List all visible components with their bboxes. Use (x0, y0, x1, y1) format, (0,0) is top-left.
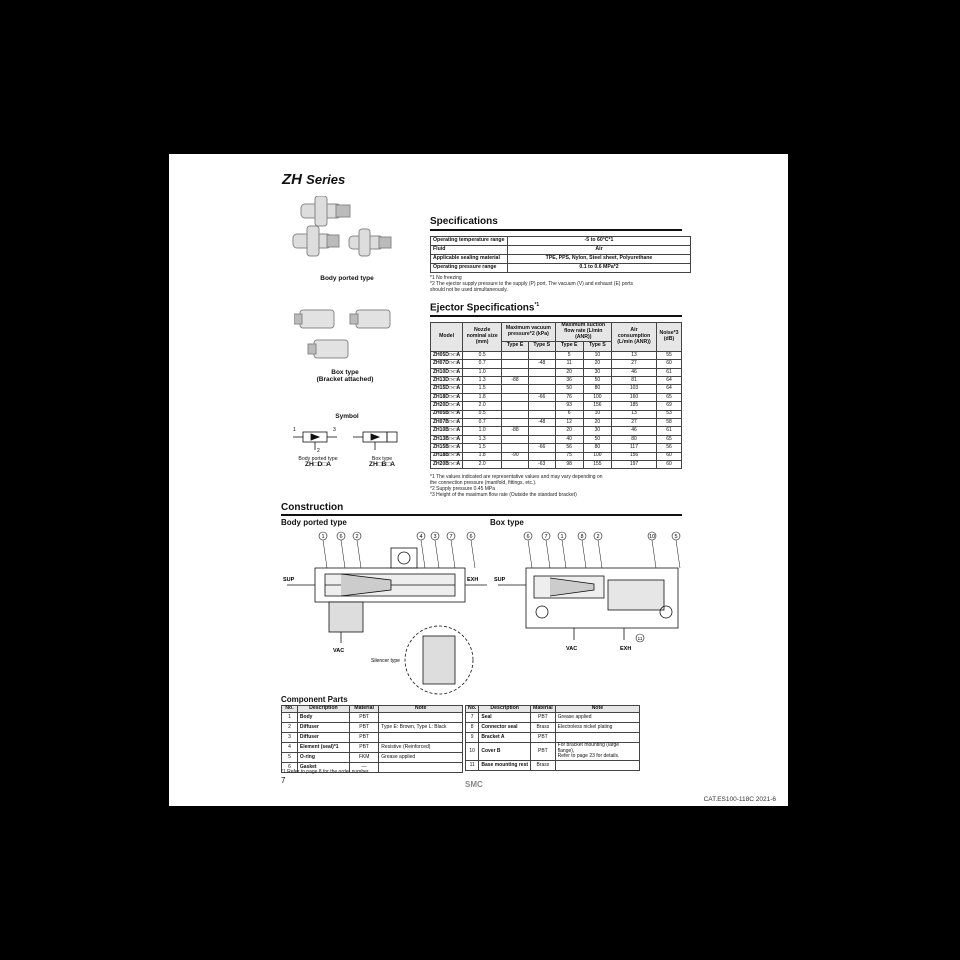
ejector-cell-air: 156 (612, 452, 657, 460)
ejector-cell-air: 117 (612, 444, 657, 452)
ejector-cell-model: ZH18D□-□A (431, 393, 463, 401)
parts-cell-note: For bracket mounting (large flange), Refer to page 23 for details. (555, 742, 639, 760)
ejector-row (431, 460, 682, 468)
ejector-cell-model: ZH15B□-□A (431, 444, 463, 452)
callout-number: 8 (580, 534, 584, 540)
ejector-cell-model: ZH13B□-□A (431, 435, 463, 443)
ejector-cell-ss: 156 (583, 402, 611, 410)
ejector-cell-air: 197 (612, 460, 657, 468)
ejector-cell-air: 13 (612, 410, 657, 418)
callout-number: 1 (321, 534, 325, 540)
ejector-cell-air: 27 (612, 419, 657, 427)
ejector-cell-air: 13 (612, 351, 657, 359)
ejector-cell-nozzle: 1.3 (463, 377, 502, 385)
ejector-cell-vs: -48 (528, 419, 555, 427)
vac-label: VAC (333, 648, 345, 654)
ejector-cell-se: 50 (555, 385, 583, 393)
specifications-table (430, 236, 691, 273)
ejector-cell-nozzle: 2.0 (463, 460, 502, 468)
ejector-cell-nozzle: 0.7 (463, 360, 502, 368)
parts-cell-no: 1 (282, 712, 298, 722)
ejector-cell-vs: -48 (528, 360, 555, 368)
parts-cell-note (379, 732, 463, 742)
ejector-row (431, 351, 682, 359)
parts-cell-note: Grease applied (555, 712, 639, 722)
callout-number: 10 (648, 534, 656, 540)
ejector-notes: *1 The values indicated are representative values and may vary depending on the connection pressure (manifold, fittings, etc.). *2 Supply pressure 0.45 MPa *3 Height of the maximum flow rate (Outside the standard bracket) (430, 474, 603, 498)
ejector-cell-se: 76 (555, 393, 583, 401)
ejector-cell-noise: 60 (657, 452, 682, 460)
ejector-cell-vt: -88 (502, 427, 529, 435)
box-exh-label: EXH (620, 646, 632, 652)
parts-row (466, 722, 640, 732)
ejector-cell-noise: 58 (657, 419, 682, 427)
ejector-cell-noise: 55 (657, 351, 682, 359)
ejector-cell-vs (528, 377, 555, 385)
ejector-cell-vt (502, 435, 529, 443)
parts-cell-desc: Element (seal)*1 (297, 742, 349, 752)
ejector-cell-nozzle: 0.7 (463, 419, 502, 427)
callout-number: 1 (560, 534, 564, 540)
ejector-cell-model: ZH18B□-□A (431, 452, 463, 460)
parts-cell-mat: PBT (349, 712, 378, 722)
parts-row (466, 742, 640, 760)
parts-row (466, 732, 640, 742)
ejector-cell-nozzle: 1.8 (463, 393, 502, 401)
ejector-cell-noise: 65 (657, 393, 682, 401)
ejector-cell-vs (528, 402, 555, 410)
ejector-cell-noise: 56 (657, 444, 682, 452)
parts-row (282, 742, 463, 752)
ejector-cell-ss: 30 (583, 368, 611, 376)
ejector-cell-ss: 20 (583, 360, 611, 368)
construction-title: Construction (281, 502, 344, 513)
ejector-row (431, 444, 682, 452)
parts-cell-mat: PBT (349, 742, 378, 752)
body-ported-cross-section (281, 528, 491, 698)
box-type-cross-section (490, 528, 690, 658)
callout-number: 7 (449, 534, 453, 540)
spec-row: Applicable sealing material TPE, PPS, Nylon, Steel sheet, Polyurethane (431, 255, 691, 264)
ejector-row (431, 410, 682, 418)
parts-cell-no: 6 (282, 762, 298, 772)
ejector-cell-air: 103 (612, 385, 657, 393)
smc-logo: SMC (465, 780, 483, 789)
ejector-cell-ss: 80 (583, 444, 611, 452)
ejector-cell-air: 81 (612, 377, 657, 385)
ejector-row (431, 377, 682, 385)
ejector-cell-nozzle: 1.0 (463, 368, 502, 376)
construction-box-title: Box type (490, 518, 524, 527)
ejector-cell-vt (502, 402, 529, 410)
ejector-cell-vs: -66 (528, 444, 555, 452)
ejector-row (431, 435, 682, 443)
parts-cell-no: 2 (282, 722, 298, 732)
ejector-cell-ss: 100 (583, 452, 611, 460)
callout-number: 2 (596, 534, 600, 540)
ejector-cell-vt (502, 351, 529, 359)
parts-cell-mat: Brass (531, 722, 556, 732)
box-type-product-image (294, 302, 419, 367)
callout-11: 11 (637, 636, 643, 641)
ejector-cell-se: 36 (555, 377, 583, 385)
ejector-cell-ss: 50 (583, 435, 611, 443)
ejector-cell-model: ZH05B□-□A (431, 410, 463, 418)
ejector-cell-model: ZH05D□-□A (431, 351, 463, 359)
ejector-cell-vt: -88 (502, 377, 529, 385)
spec-row: Operating pressure range 0.1 to 0.6 MPa*2 (431, 264, 691, 273)
parts-cell-desc: Diffuser (297, 732, 349, 742)
parts-cell-no: 3 (282, 732, 298, 742)
ejector-cell-vt (502, 385, 529, 393)
parts-cell-no: 8 (466, 722, 479, 732)
parts-cell-no: 4 (282, 742, 298, 752)
callout-number: 7 (544, 534, 548, 540)
ejector-cell-vs (528, 368, 555, 376)
ejector-cell-noise: 64 (657, 377, 682, 385)
parts-cell-no: 11 (466, 761, 479, 771)
ejector-cell-vs (528, 410, 555, 418)
ejector-cell-vt: -90 (502, 452, 529, 460)
ejector-cell-se: 40 (555, 435, 583, 443)
symbol-body-caption: Body ported type ZH□D□A (298, 456, 338, 468)
parts-cell-desc: Base mounting rest (479, 761, 531, 771)
ejector-cell-ss: 30 (583, 427, 611, 435)
parts-cell-mat: PBT (349, 722, 378, 732)
ejector-row (431, 385, 682, 393)
ejector-cell-noise: 64 (657, 385, 682, 393)
ejector-row (431, 427, 682, 435)
body-ported-product-image (291, 196, 421, 271)
ejector-row (431, 452, 682, 460)
ejector-cell-nozzle: 0.5 (463, 351, 502, 359)
parts-cell-desc: Cover B (479, 742, 531, 760)
ejector-cell-model: ZH15D□-□A (431, 385, 463, 393)
ejector-cell-nozzle: 1.5 (463, 385, 502, 393)
parts-cell-note: Grease applied (379, 752, 463, 762)
ejector-cell-vt (502, 444, 529, 452)
parts-cell-note (555, 761, 639, 771)
ejector-cell-nozzle: 0.5 (463, 410, 502, 418)
parts-row (282, 732, 463, 742)
ejector-cell-vs (528, 427, 555, 435)
parts-cell-mat: PBT (531, 712, 556, 722)
ejector-cell-ss: 10 (583, 410, 611, 418)
ejector-row (431, 360, 682, 368)
parts-cell-desc: O-ring (297, 752, 349, 762)
symbol-port-2: 2 (317, 448, 320, 454)
parts-cell-no: 9 (466, 732, 479, 742)
ejector-cell-se: 56 (555, 444, 583, 452)
parts-cell-no: 7 (466, 712, 479, 722)
ejector-cell-se: 6 (555, 410, 583, 418)
ejector-cell-model: ZH20D□-□A (431, 402, 463, 410)
ejector-row (431, 402, 682, 410)
specifications-notes: *1 No freezing *2 The ejector supply pressure to the supply (P) port. The vacuum (V) and exhaust (E) ports should not be used simultaneously. (430, 275, 633, 293)
ejector-cell-vs (528, 385, 555, 393)
parts-cell-note: Electroless nickel plating (555, 722, 639, 732)
ejector-cell-vs (528, 452, 555, 460)
silencer-label: Silencer type (371, 658, 400, 664)
ejector-cell-noise: 61 (657, 427, 682, 435)
parts-row (466, 761, 640, 771)
parts-cell-no: 5 (282, 752, 298, 762)
ejector-cell-nozzle: 1.0 (463, 427, 502, 435)
ejector-cell-model: ZH20B□-□A (431, 460, 463, 468)
parts-cell-note (379, 712, 463, 722)
ejector-cell-se: 20 (555, 368, 583, 376)
ejector-cell-se: 98 (555, 460, 583, 468)
catalog-page (169, 154, 788, 806)
ejector-cell-model: ZH07D□-□A (431, 360, 463, 368)
specifications-title: Specifications (430, 216, 498, 227)
callout-number: 4 (419, 534, 423, 540)
ejector-row (431, 393, 682, 401)
ejector-cell-ss: 80 (583, 385, 611, 393)
box-vac-label: VAC (566, 646, 578, 652)
ejector-cell-vt (502, 460, 529, 468)
callout-number: 6 (339, 534, 343, 540)
ejector-cell-vs (528, 351, 555, 359)
box-type-caption: Box type (Bracket attached) (316, 369, 374, 383)
construction-body-title: Body ported type (281, 518, 347, 527)
ejector-cell-vt (502, 410, 529, 418)
parts-cell-mat: PBT (531, 732, 556, 742)
ejector-cell-air: 27 (612, 360, 657, 368)
ejector-cell-noise: 60 (657, 360, 682, 368)
ejector-cell-vs (528, 435, 555, 443)
callout-number: 3 (433, 534, 437, 540)
parts-cell-note (379, 762, 463, 772)
ejector-row (431, 419, 682, 427)
symbol-port-1: 1 (293, 427, 296, 433)
component-parts-note: *1 Refer to page 8 for the order number. (281, 769, 370, 775)
body-ported-caption: Body ported type (320, 275, 374, 282)
ejector-cell-nozzle: 1.5 (463, 444, 502, 452)
ejector-specifications-table: Model Nozzle nominal size (mm) Maximum vacuum pressure*2 (kPa) Maximum suction flow rate (L/min (ANR)) Air consumption (L/min (ANR)) Noise*3 (dB) Type E Type S Type E Type S ZH05D□-□A 0.5 5 10 13 55 ZH07D□-□A 0.7 -48 11 20 27 60 ZH10D□-□A 1.0 20 30 46 61 ZH13D□-□A 1.3 -88 36 50 81 64 ZH15D□-□A 1.5 50 80 103 64 ZH18D□-□A 1.8 -66 76 100 160 65 ZH20D□-□A 2.0 93 156 185 69 ZH05B□-□A 0.5 6 10 13 53 ZH07B□-□A 0.7 -48 12 20 27 58 ZH10B□-□A 1.0 -88 20 30 46 61 ZH13B□-□A 1.3 40 50 80 65 ZH15B□-□A 1.5 -66 56 80 117 56 ZH18B□-□A 1.8 -90 75 100 156 60 ZH20B□-□A 2.0 -63 98 155 197 60 (430, 322, 682, 469)
ejector-cell-se: 12 (555, 419, 583, 427)
ejector-cell-vs: -63 (528, 460, 555, 468)
parts-cell-note (555, 732, 639, 742)
ejector-cell-vt (502, 393, 529, 401)
sup-label: SUP (283, 577, 295, 583)
ejector-specifications-title: Ejector Specifications$^{*1}$ (430, 302, 540, 314)
spec-row: Fluid Air (431, 246, 691, 255)
ejector-cell-nozzle: 2.0 (463, 402, 502, 410)
ejector-cell-ss: 10 (583, 351, 611, 359)
parts-row (466, 712, 640, 722)
page-number: 7 (281, 776, 286, 785)
ejector-cell-nozzle: 1.3 (463, 435, 502, 443)
ejector-cell-ss: 100 (583, 393, 611, 401)
ejector-symbols (289, 424, 409, 456)
ejector-cell-air: 80 (612, 435, 657, 443)
ejector-cell-air: 46 (612, 427, 657, 435)
parts-cell-mat: PBT (349, 732, 378, 742)
ejector-cell-ss: 50 (583, 377, 611, 385)
parts-row (282, 712, 463, 722)
parts-cell-desc: Bracket A (479, 732, 531, 742)
series-title: ZH Series (282, 171, 346, 188)
ejector-cell-noise: 60 (657, 460, 682, 468)
ejector-cell-ss: 155 (583, 460, 611, 468)
parts-cell-mat: — (349, 762, 378, 772)
parts-cell-desc: Gasket (297, 762, 349, 772)
parts-cell-no: 10 (466, 742, 479, 760)
callout-number: 6 (469, 534, 473, 540)
ejector-cell-vs: -66 (528, 393, 555, 401)
ejector-cell-se: 93 (555, 402, 583, 410)
ejector-row (431, 368, 682, 376)
ejector-cell-air: 185 (612, 402, 657, 410)
ejector-cell-nozzle: 1.8 (463, 452, 502, 460)
ejector-cell-air: 160 (612, 393, 657, 401)
catalog-number: CAT.ES100-118C 2021-6 (703, 796, 776, 803)
ejector-cell-model: ZH10B□-□A (431, 427, 463, 435)
component-parts-table-right: No. Description Material Note 7 Seal PBT Grease applied 8 Connector seal Brass Electroless nickel plating 9 Bracket A PBT 10 Cover B PBT For bracket mounting (large flange), Refer to page 23 for details. 11 Base mounting rest Brass (465, 705, 640, 771)
component-parts-title: Component Parts (281, 695, 348, 704)
spec-row: Operating temperature range -5 to 60°C*1 (431, 237, 691, 246)
parts-cell-note: Type E: Brown, Type L: Black (379, 722, 463, 732)
callout-number: 2 (355, 534, 359, 540)
symbol-port-3: 3 (333, 427, 336, 433)
ejector-cell-se: 5 (555, 351, 583, 359)
ejector-cell-ss: 20 (583, 419, 611, 427)
ejector-cell-vt (502, 419, 529, 427)
exh-label: EXH (467, 577, 479, 583)
ejector-cell-se: 11 (555, 360, 583, 368)
parts-cell-mat: PBT (531, 742, 556, 760)
symbol-box-caption: Box type ZH□B□A (369, 456, 395, 468)
box-sup-label: SUP (494, 577, 506, 583)
ejector-cell-se: 75 (555, 452, 583, 460)
parts-cell-desc: Seal (479, 712, 531, 722)
ejector-cell-noise: 65 (657, 435, 682, 443)
parts-cell-desc: Connector seal (479, 722, 531, 732)
parts-cell-desc: Diffuser (297, 722, 349, 732)
ejector-cell-se: 20 (555, 427, 583, 435)
parts-cell-mat: Brass (531, 761, 556, 771)
ejector-cell-noise: 53 (657, 410, 682, 418)
parts-cell-desc: Body (297, 712, 349, 722)
ejector-cell-vt (502, 360, 529, 368)
symbol-title: Symbol (335, 413, 359, 420)
parts-row (282, 722, 463, 732)
callout-number: 5 (674, 534, 678, 540)
parts-cell-note: Resistive (Reinforced) (379, 742, 463, 752)
ejector-cell-model: ZH13D□-□A (431, 377, 463, 385)
ejector-cell-noise: 61 (657, 368, 682, 376)
ejector-cell-noise: 69 (657, 402, 682, 410)
callout-number: 6 (526, 534, 530, 540)
component-parts-table-left: No. Description Material Note 1 Body PBT 2 Diffuser PBT Type E: Brown, Type L: Black 3 Diffuser PBT 4 Element (seal)*1 PBT Resistive (Reinforced) 5 O-ring FKM Grease applied 6 Gasket — (281, 705, 463, 773)
ejector-cell-air: 46 (612, 368, 657, 376)
ejector-cell-vt (502, 368, 529, 376)
ejector-cell-model: ZH07B□-□A (431, 419, 463, 427)
ejector-cell-model: ZH10D□-□A (431, 368, 463, 376)
parts-row (282, 752, 463, 762)
parts-cell-mat: FKM (349, 752, 378, 762)
